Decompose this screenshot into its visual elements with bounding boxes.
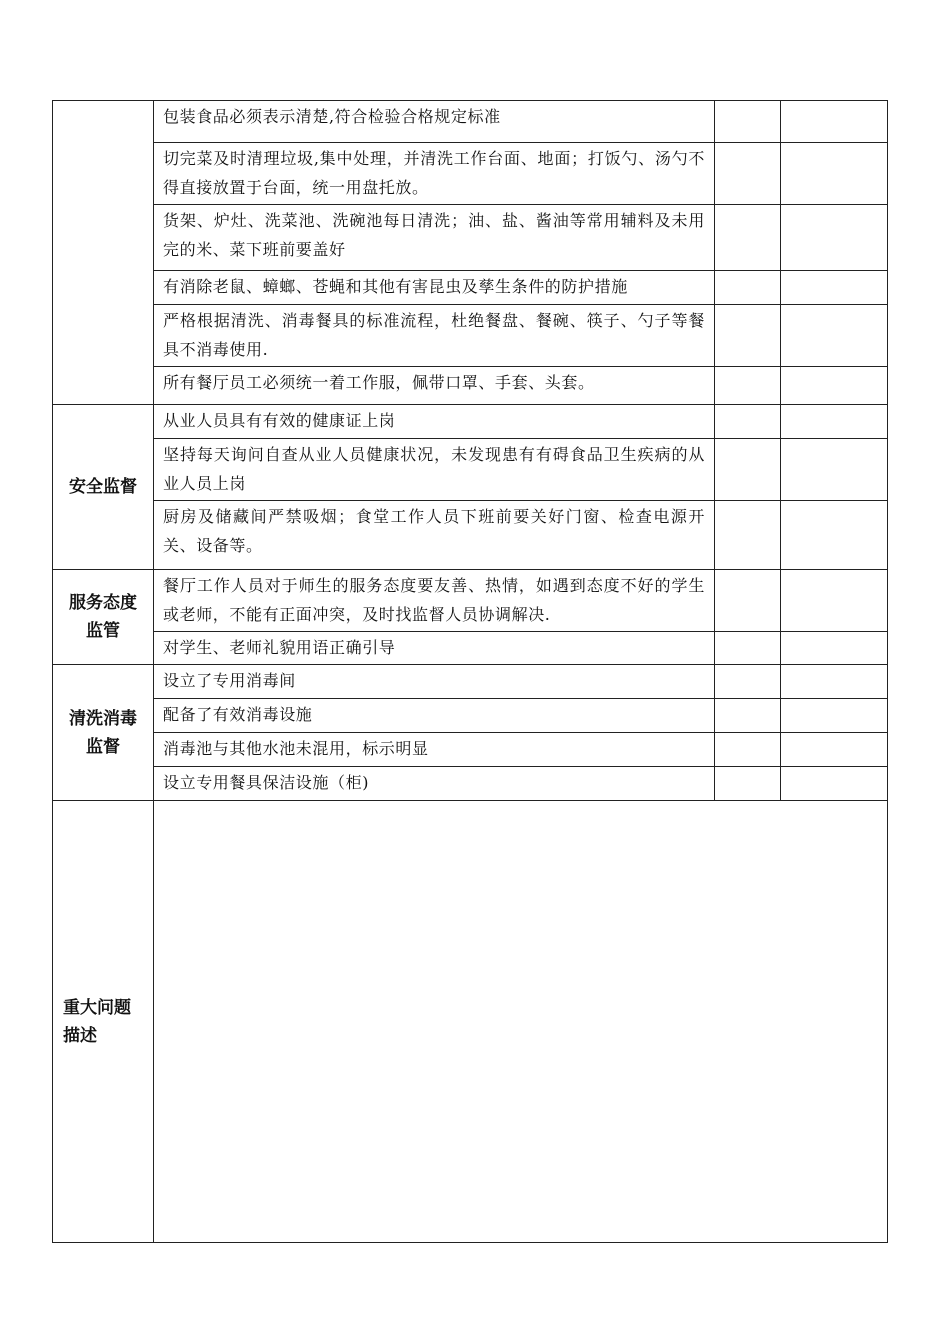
table-row — [53, 205, 888, 271]
item-cell: 对学生、老师礼貌用语正确引导 — [154, 632, 715, 665]
remark-cell[interactable] — [781, 733, 888, 767]
check-cell[interactable] — [715, 501, 781, 570]
item-cell: 从业人员具有有效的健康证上岗 — [154, 405, 715, 439]
remark-cell[interactable] — [781, 101, 888, 143]
category-label: 监管 — [86, 621, 120, 641]
check-cell[interactable] — [715, 699, 781, 733]
check-cell[interactable] — [715, 570, 781, 632]
remark-cell[interactable] — [781, 271, 888, 305]
description-label-cell — [53, 801, 154, 1243]
table-row — [53, 632, 888, 665]
table-row — [53, 699, 888, 733]
check-cell[interactable] — [715, 101, 781, 143]
remark-cell[interactable] — [781, 767, 888, 801]
category-cell-service — [53, 570, 154, 665]
item-cell: 有消除老鼠、蟑螂、苍蝇和其他有害昆虫及孳生条件的防护措施 — [154, 271, 715, 305]
inspection-table — [52, 100, 888, 1243]
table-row — [53, 101, 888, 143]
item-cell: 消毒池与其他水池未混用，标示明显 — [154, 733, 715, 767]
check-cell[interactable] — [715, 665, 781, 699]
check-cell[interactable] — [715, 632, 781, 665]
table-row — [53, 367, 888, 405]
remark-cell[interactable] — [781, 367, 888, 405]
remark-cell[interactable] — [781, 205, 888, 271]
item-cell: 配备了有效消毒设施 — [154, 699, 715, 733]
category-label: 监督 — [86, 736, 120, 757]
table-row — [53, 405, 888, 439]
category-cell-disinfection — [53, 665, 154, 801]
check-cell[interactable] — [715, 367, 781, 405]
table-row — [53, 305, 888, 367]
check-cell[interactable] — [715, 205, 781, 271]
category-label: 安全监督 — [69, 477, 137, 497]
category-label: 清洗消毒 — [69, 708, 137, 729]
remark-cell[interactable] — [781, 501, 888, 570]
table-row — [53, 143, 888, 205]
table-row — [53, 439, 888, 501]
table-row — [53, 501, 888, 570]
item-cell: 设立专用餐具保洁设施（柜) — [154, 767, 715, 801]
description-label: 重大问题 — [63, 997, 131, 1018]
item-cell: 坚持每天询问自查从业人员健康状况，未发现患有有碍食品卫生疾病的从业人员上岗 — [154, 439, 715, 501]
check-cell[interactable] — [715, 767, 781, 801]
table-row — [53, 271, 888, 305]
category-label: 服务态度 — [69, 593, 137, 613]
check-cell[interactable] — [715, 439, 781, 501]
table-row — [53, 665, 888, 699]
item-cell: 厨房及储藏间严禁吸烟；食堂工作人员下班前要关好门窗、检查电源开关、设备等。 — [154, 501, 715, 570]
remark-cell[interactable] — [781, 665, 888, 699]
table-row — [53, 767, 888, 801]
item-cell: 包装食品必须表示清楚,符合检验合格规定标准 — [154, 101, 715, 143]
description-row — [53, 801, 888, 1243]
category-cell-safety — [53, 405, 154, 570]
check-cell[interactable] — [715, 733, 781, 767]
check-cell[interactable] — [715, 271, 781, 305]
item-cell: 设立了专用消毒间 — [154, 665, 715, 699]
remark-cell[interactable] — [781, 439, 888, 501]
description-label: 描述 — [63, 1025, 97, 1046]
remark-cell[interactable] — [781, 632, 888, 665]
item-cell: 餐厅工作人员对于师生的服务态度要友善、热情，如遇到态度不好的学生或老师，不能有正面冲突，及时找监督人员协调解决. — [154, 570, 715, 632]
check-cell[interactable] — [715, 405, 781, 439]
remark-cell[interactable] — [781, 143, 888, 205]
table-row — [53, 733, 888, 767]
remark-cell[interactable] — [781, 305, 888, 367]
check-cell[interactable] — [715, 143, 781, 205]
remark-cell[interactable] — [781, 570, 888, 632]
item-cell: 货架、炉灶、洗菜池、洗碗池每日清洗；油、盐、酱油等常用辅料及未用完的米、菜下班前要盖好 — [154, 205, 715, 271]
remark-cell[interactable] — [781, 405, 888, 439]
item-cell: 严格根据清洗、消毒餐具的标准流程，杜绝餐盘、餐碗、筷子、勺子等餐具不消毒使用. — [154, 305, 715, 367]
table-row — [53, 570, 888, 632]
item-cell: 所有餐厅员工必须统一着工作服，佩带口罩、手套、头套。 — [154, 367, 715, 405]
remark-cell[interactable] — [781, 699, 888, 733]
category-cell-hygiene — [53, 101, 154, 405]
description-input-area[interactable] — [154, 801, 888, 1243]
check-cell[interactable] — [715, 305, 781, 367]
item-cell: 切完菜及时清理垃圾,集中处理，并清洗工作台面、地面；打饭勺、汤勺不得直接放置于台面，统一用盘托放。 — [154, 143, 715, 205]
